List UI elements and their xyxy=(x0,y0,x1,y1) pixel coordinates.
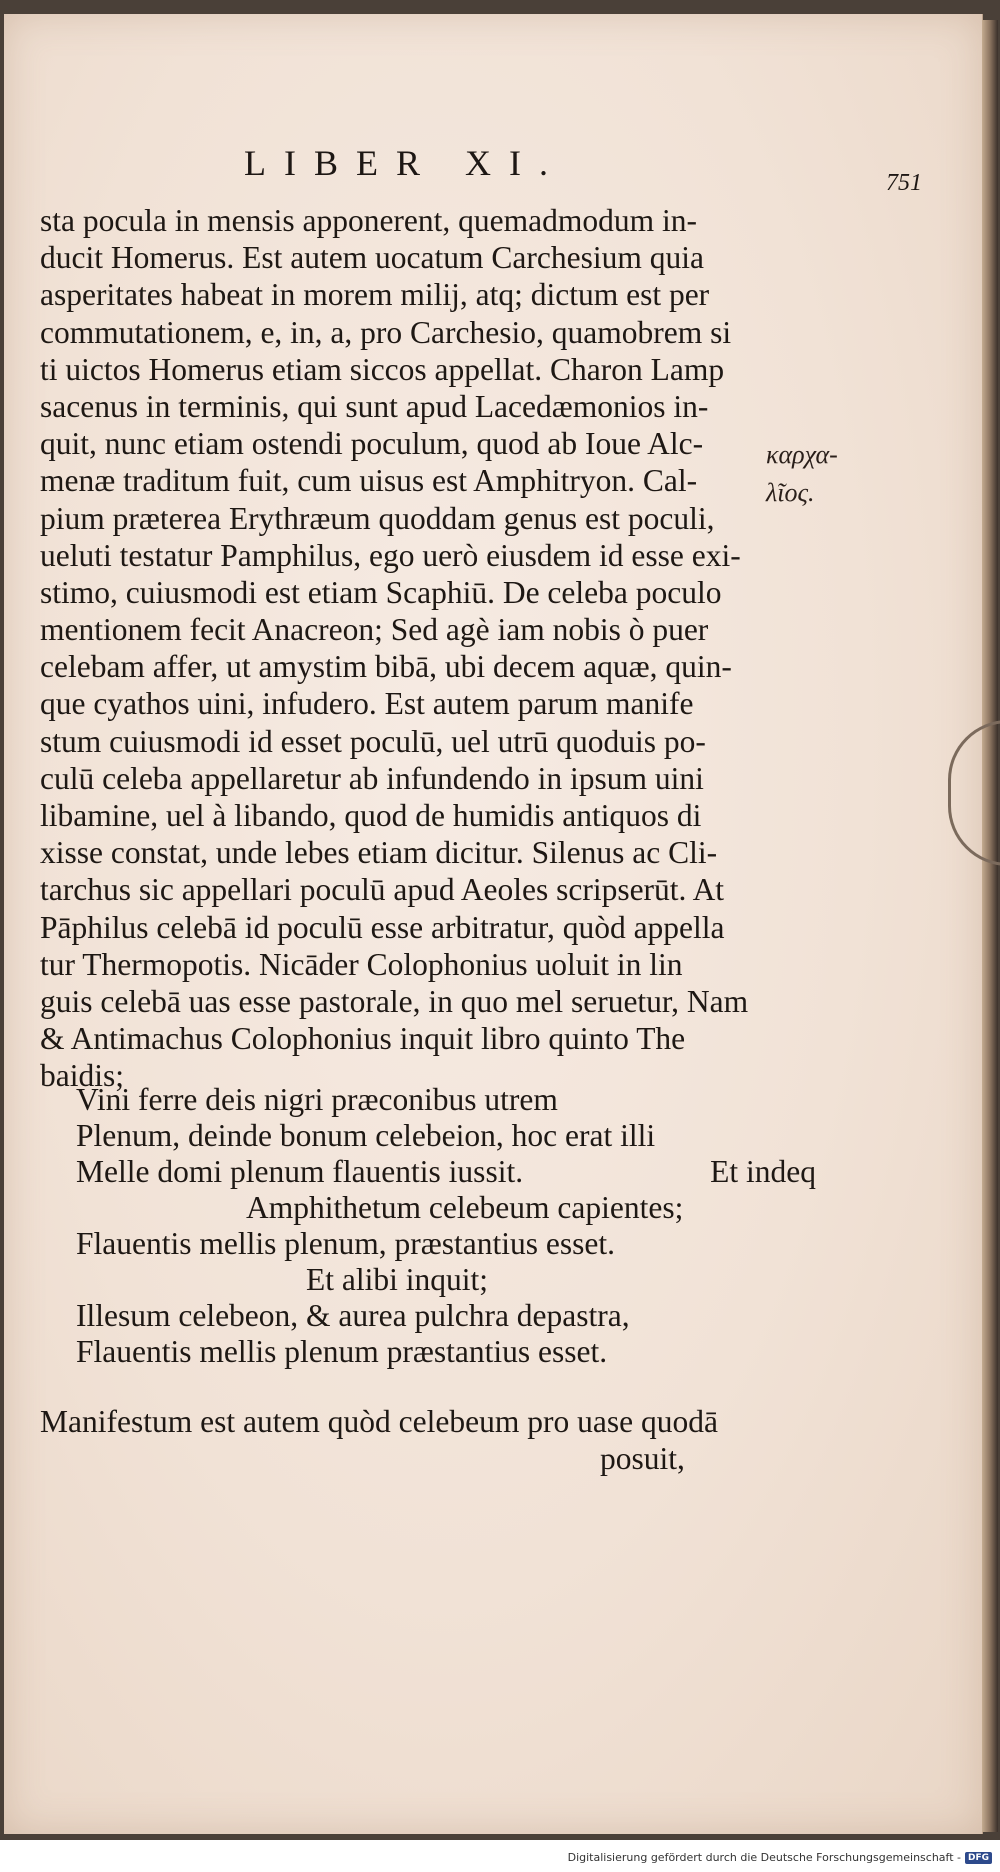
verse-text: Flauentis mellis plenum præstantius esset. xyxy=(76,1334,608,1369)
verse-text: Vini ferre deis nigri præconibus utrem xyxy=(76,1082,558,1117)
verse-line xyxy=(76,1226,776,1262)
footer-credit xyxy=(568,1851,992,1864)
verse-line xyxy=(76,1118,776,1154)
text-line: Pāphilus celebā id poculū esse arbitratur, quòd appella xyxy=(40,909,725,945)
running-head: LIBER XI. xyxy=(244,143,566,183)
footer-text: Digitalisierung gefördert durch die Deutsche Forschungsgemeinschaft - xyxy=(567,1851,961,1864)
text-line: libamine, uel à libando, quod de humidis antiquos di xyxy=(40,798,702,833)
text-line: stum cuiusmodi id esset poculū, uel utrū quoduis po- xyxy=(40,723,706,759)
verse-line xyxy=(76,1298,776,1334)
verse-line xyxy=(76,1262,776,1298)
text-line: commutationem, e, in, a, pro Carchesio, quamobrem si xyxy=(40,314,732,350)
text-line: sta pocula in mensis apponerent, quemadmodum in- xyxy=(40,203,697,238)
text-line: celebam affer, ut amystim bibā, ubi decem aquæ, quin- xyxy=(40,649,732,685)
page-number: 751 xyxy=(886,170,922,196)
closing-text xyxy=(40,1402,760,1476)
book-page xyxy=(4,14,983,1834)
verse-text: Melle domi plenum flauentis iussit. xyxy=(76,1154,524,1189)
text-line: quit, nunc etiam ostendi poculum, quod ab Ioue Alc- xyxy=(40,426,704,462)
verse-line xyxy=(76,1334,776,1370)
dfg-logo: DFG xyxy=(965,1852,992,1864)
text-line: sacenus in terminis, qui sunt apud Lacedæmonios in- xyxy=(40,388,709,424)
verse-catchword: Et indeq xyxy=(710,1154,816,1189)
text-line: xisse constat, unde lebes etiam dicitur. Silenus ac Cli- xyxy=(40,835,718,871)
text-line: tarchus sic appellari poculū apud Aeoles scripserūt. At xyxy=(40,872,725,908)
marginal-note-line: καρχα- xyxy=(766,440,838,469)
verse-text: Et alibi inquit; xyxy=(306,1262,488,1297)
marginal-note-line: λῖος. xyxy=(766,478,815,507)
verse-line xyxy=(76,1190,776,1226)
main-text-block xyxy=(40,202,760,1095)
text-line: que cyathos uini, infudero. Est autem parum manife xyxy=(40,686,694,722)
closing-line: Manifestum est autem quòd celebeum pro uase quodā xyxy=(40,1404,718,1439)
text-line: mentionem fecit Anacreon; Sed agè iam nobis ò puer xyxy=(40,612,709,648)
text-line: & Antimachus Colophonius inquit libro quinto The xyxy=(40,1021,686,1057)
verse-text: Flauentis mellis plenum, præstantius esset. xyxy=(76,1226,615,1261)
text-line: ueluti testatur Pamphilus, ego uerò eiusdem id esse exi- xyxy=(40,537,741,573)
text-line: baidis; xyxy=(40,1058,124,1094)
text-line: menæ traditum fuit, cum uisus est Amphitryon. Cal- xyxy=(40,463,698,499)
text-line: guis celebā uas esse pastorale, in quo mel seruetur, Nam xyxy=(40,983,749,1019)
verse-text: Illesum celebeon, & aurea pulchra depastra, xyxy=(76,1298,630,1333)
text-line: culū celeba appellaretur ab infundendo in ipsum uini xyxy=(40,760,704,796)
verse-line xyxy=(76,1154,816,1190)
text-line: tur Thermopotis. Nicāder Colophonius uoluit in lin xyxy=(40,946,683,982)
page-edge xyxy=(982,20,998,1832)
text-line: stimo, cuiusmodi est etiam Scaphiū. De celeba poculo xyxy=(40,574,722,610)
text-line: pium præterea Erythræum quoddam genus est poculi, xyxy=(40,500,715,536)
text-line: ti uictos Homerus etiam siccos appellat. Charon Lamp xyxy=(40,351,725,387)
verse-text: Plenum, deinde bonum celebeion, hoc erat illi xyxy=(76,1118,656,1153)
text-line: asperitates habeat in morem milij, atq; dictum est per xyxy=(40,277,710,313)
verse-line xyxy=(76,1082,776,1118)
verse-block xyxy=(76,1082,816,1370)
verse-text: Amphithetum celebeum capientes; xyxy=(246,1190,684,1225)
text-line: ducit Homerus. Est autem uocatum Carchesium quia xyxy=(40,240,704,276)
marginal-note xyxy=(766,436,838,512)
catchword: posuit, xyxy=(600,1441,685,1477)
